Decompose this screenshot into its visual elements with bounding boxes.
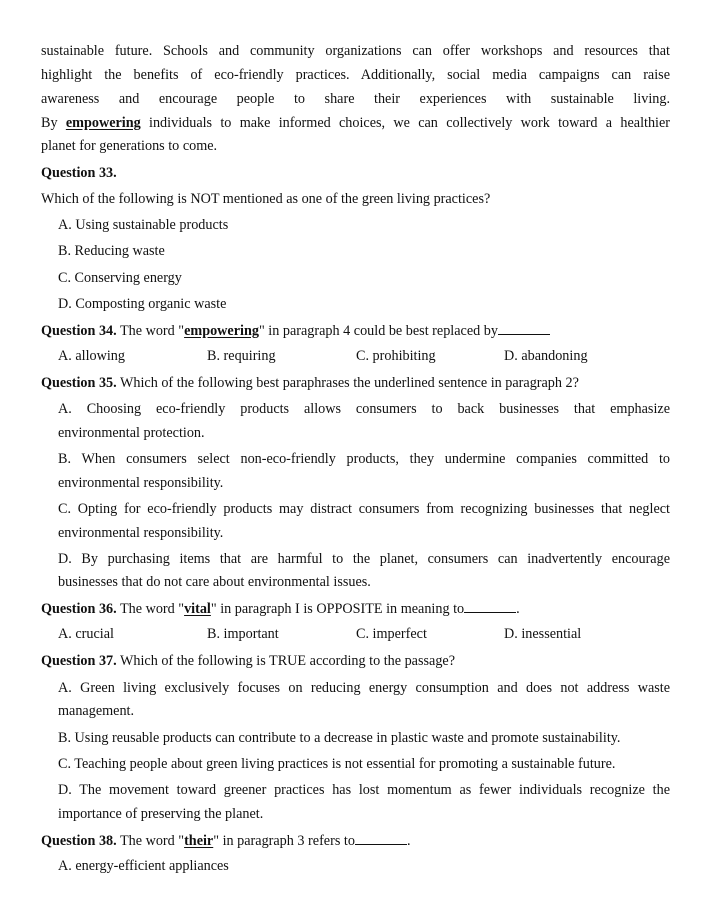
passage-line-2: highlight the benefits of eco-friendly practices. Additionally, social media campaigns can raise xyxy=(41,67,670,83)
q36-label: Question 36. xyxy=(41,601,117,617)
q36-option-d[interactable]: D. inessential xyxy=(504,626,582,642)
q33-label: Question 33. xyxy=(41,165,117,181)
q35-option-a-line-2[interactable]: environmental protection. xyxy=(58,425,205,441)
q35-label: Question 35. xyxy=(41,375,117,391)
q33-option-c[interactable]: C. Conserving energy xyxy=(58,270,182,286)
q38-keyword: their xyxy=(184,833,214,849)
q35-option-b-line-2[interactable]: environmental responsibility. xyxy=(58,475,224,491)
q34-stem-pre: The word " xyxy=(116,323,185,339)
q33-option-d[interactable]: D. Composting organic waste xyxy=(58,296,227,312)
q38-label: Question 38. xyxy=(41,833,117,849)
q34-option-d[interactable]: D. abandoning xyxy=(504,348,588,364)
q38-blank xyxy=(355,833,407,845)
q37-option-a-line-1[interactable]: A. Green living exclusively focuses on reducing energy consumption and does not address waste xyxy=(58,680,670,696)
q36-keyword: vital xyxy=(184,601,211,617)
q34-stem xyxy=(41,323,550,338)
q35-stem xyxy=(41,376,579,390)
q36-option-b[interactable]: B. important xyxy=(207,626,279,642)
q36-option-c[interactable]: C. imperfect xyxy=(356,626,427,642)
q33-option-b[interactable]: B. Reducing waste xyxy=(58,243,165,259)
q37-option-d-line-1[interactable]: D. The movement toward greener practices has lost momentum as fewer individuals recognize the xyxy=(58,782,670,798)
q35-option-c-line-2[interactable]: environmental responsibility. xyxy=(58,525,224,541)
q36-blank xyxy=(464,601,516,613)
passage-line-4 xyxy=(41,116,670,130)
passage-line-1: sustainable future. Schools and community organizations can offer workshops and resources that xyxy=(41,43,670,59)
q35-option-b-line-1[interactable]: B. When consumers select non-eco-friendly products, they undermine companies committed to xyxy=(58,451,670,467)
q35-option-c-line-1[interactable]: C. Opting for eco-friendly products may distract consumers from recognizing businesses that neglect xyxy=(58,501,670,517)
q36-stem-post: " in paragraph I is OPPOSITE in meaning to xyxy=(210,601,465,617)
passage-line-4-pre: By xyxy=(41,115,66,131)
q34-option-c[interactable]: C. prohibiting xyxy=(356,348,436,364)
q37-option-c[interactable]: C. Teaching people about green living practices is not essential for promoting a sustainable future. xyxy=(58,756,616,772)
q33-stem: Which of the following is NOT mentioned as one of the green living practices? xyxy=(41,191,491,207)
passage-line-4-post: individuals to make informed choices, we can collectively work toward a healthier xyxy=(140,115,671,131)
q35-option-d-line-2[interactable]: businesses that do not care about environmental issues. xyxy=(58,574,371,590)
q34-stem-post: " in paragraph 4 could be best replaced by xyxy=(258,323,498,339)
q36-stem-end: . xyxy=(516,601,520,617)
q37-option-d-line-2[interactable]: importance of preserving the planet. xyxy=(58,806,264,822)
q34-label: Question 34. xyxy=(41,323,117,339)
q34-option-a[interactable]: A. allowing xyxy=(58,348,125,364)
q33-option-a[interactable]: A. Using sustainable products xyxy=(58,217,229,233)
passage-line-5: planet for generations to come. xyxy=(41,138,218,154)
q38-stem-pre: The word " xyxy=(116,833,185,849)
q36-option-a[interactable]: A. crucial xyxy=(58,626,114,642)
q38-stem-end: . xyxy=(406,833,411,849)
q34-option-b[interactable]: B. requiring xyxy=(207,348,276,364)
passage-line-3: awareness and encourage people to share their experiences with sustainable living. xyxy=(41,91,670,107)
q37-stem xyxy=(41,654,455,668)
q37-label: Question 37. xyxy=(41,653,117,669)
q35-option-a-line-1[interactable]: A. Choosing eco-friendly products allows consumers to back businesses that emphasize xyxy=(58,401,670,417)
q35-stem-text: Which of the following best paraphrases the underlined sentence in paragraph 2? xyxy=(116,375,579,391)
q34-blank xyxy=(498,323,550,335)
q35-option-d-line-1[interactable]: D. By purchasing items that are harmful to the planet, consumers can inadvertently encourage xyxy=(58,551,670,567)
q38-stem xyxy=(41,833,410,848)
q38-stem-post: " in paragraph 3 refers to xyxy=(213,833,355,849)
passage-keyword-empowering: empowering xyxy=(65,115,141,131)
q37-option-a-line-2[interactable]: management. xyxy=(58,703,135,719)
q37-option-b[interactable]: B. Using reusable products can contribute to a decrease in plastic waste and promote sustainability. xyxy=(58,730,621,746)
q37-stem-text: Which of the following is TRUE according to the passage? xyxy=(116,653,456,669)
q36-stem xyxy=(41,601,520,616)
q34-keyword: empowering xyxy=(184,323,259,339)
q38-option-a[interactable]: A. energy-efficient appliances xyxy=(58,858,229,874)
q36-stem-pre: The word " xyxy=(116,601,185,617)
